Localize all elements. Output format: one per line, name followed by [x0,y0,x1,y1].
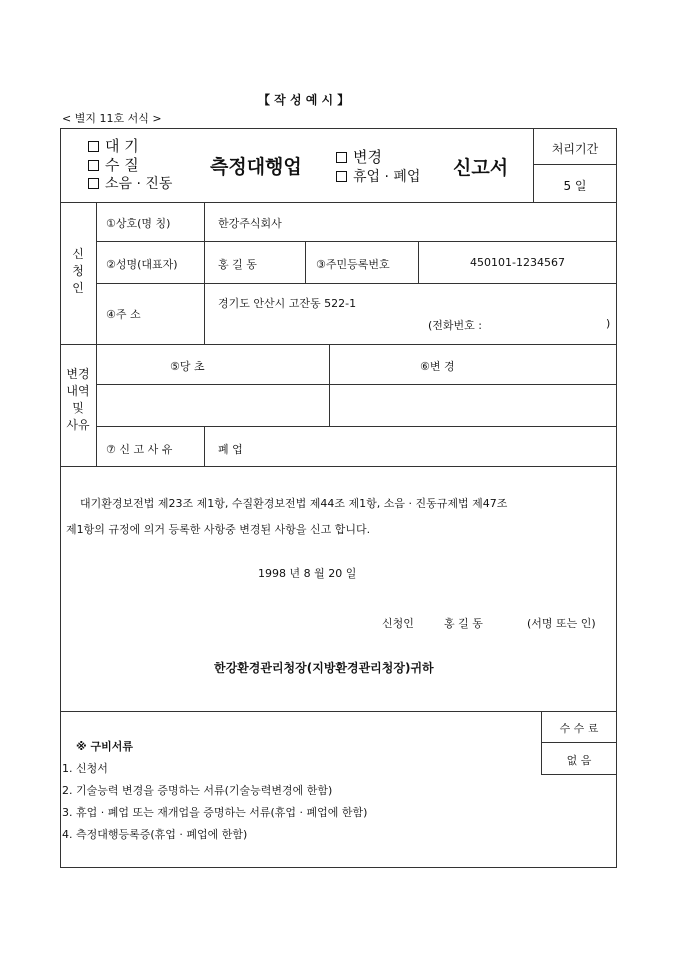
applicant-signature-name: 홍 길 동 [444,617,483,630]
checkbox-square-icon [88,141,99,152]
checkbox-square-icon [88,178,99,189]
address-value: 경기도 안산시 고잔동 522-1 [218,297,357,310]
representative-label: ②성명(대표자) [106,258,178,271]
checkbox-change[interactable]: 변경 [336,146,382,167]
company-name-value: 한강주식회사 [218,217,282,230]
phone-close: ) [606,317,611,330]
fee-value: 없 음 [566,754,592,767]
report-label: 신고서 [453,157,509,179]
applicant-section-label: 신 청 인 [72,247,84,295]
original-label: ⑤당 초 [170,360,205,373]
reason-label: ⑦ 신 고 사 유 [106,443,173,456]
document-item: 4. 측정대행등록증(휴업 · 폐업에 한함) [62,828,248,841]
declaration-line-2: 제1항의 규정에 의거 등록한 사항중 변경된 사항을 신고 합니다. [66,523,371,536]
representative-value: 홍 길 동 [218,258,257,271]
phone-label: (전화번호 : [428,319,482,332]
checkbox-air[interactable]: 대 기 [88,135,139,156]
applicant-signature-label: 신청인 [382,617,414,630]
processing-period-value: 5 일 [563,179,587,193]
sign-note: (서명 또는 인) [527,617,596,630]
required-documents-title: ※ 구비서류 [76,740,134,753]
processing-period-label: 처리기간 [551,142,599,156]
changed-label: ⑥변 경 [420,360,455,373]
company-name-label: ①상호(명 칭) [106,217,171,230]
resident-number-label: ③주민등록번호 [316,258,390,271]
example-title: 【 작 성 예 시 】 [258,93,350,107]
document-item: 1. 신청서 [62,762,108,775]
fee-label: 수 수 료 [559,722,599,735]
form-number: < 별지 11호 서식 > [62,112,162,125]
address-label: ④주 소 [106,308,141,321]
checkbox-square-icon [336,171,347,182]
main-title: 측정대행업 [210,156,302,178]
resident-number-value: 450101-1234567 [470,256,565,269]
reason-value: 폐 업 [218,443,243,456]
checkbox-noise-vibration[interactable]: 소음 · 진동 [88,173,172,193]
change-section-label: 변경 내역 및 사유 [66,367,90,432]
document-item: 2. 기술능력 변경을 증명하는 서류(기술능력변경에 한함) [62,784,333,797]
declaration-date: 1998 년 8 월 20 일 [258,567,357,580]
checkbox-square-icon [88,160,99,171]
document-item: 3. 휴업 · 폐업 또는 재개업을 증명하는 서류(휴업 · 폐업에 한함) [62,806,368,819]
checkbox-suspend-close[interactable]: 휴업 · 폐업 [336,166,420,186]
checkbox-square-icon [336,152,347,163]
addressee: 한강환경관리청장(지방환경관리청장)귀하 [214,661,434,675]
declaration-line-1: 대기환경보전법 제23조 제1항, 수질환경보전법 제44조 제1항, 소음 · 진동규제법 제47조 [80,497,508,510]
checkbox-water[interactable]: 수 질 [88,154,139,175]
